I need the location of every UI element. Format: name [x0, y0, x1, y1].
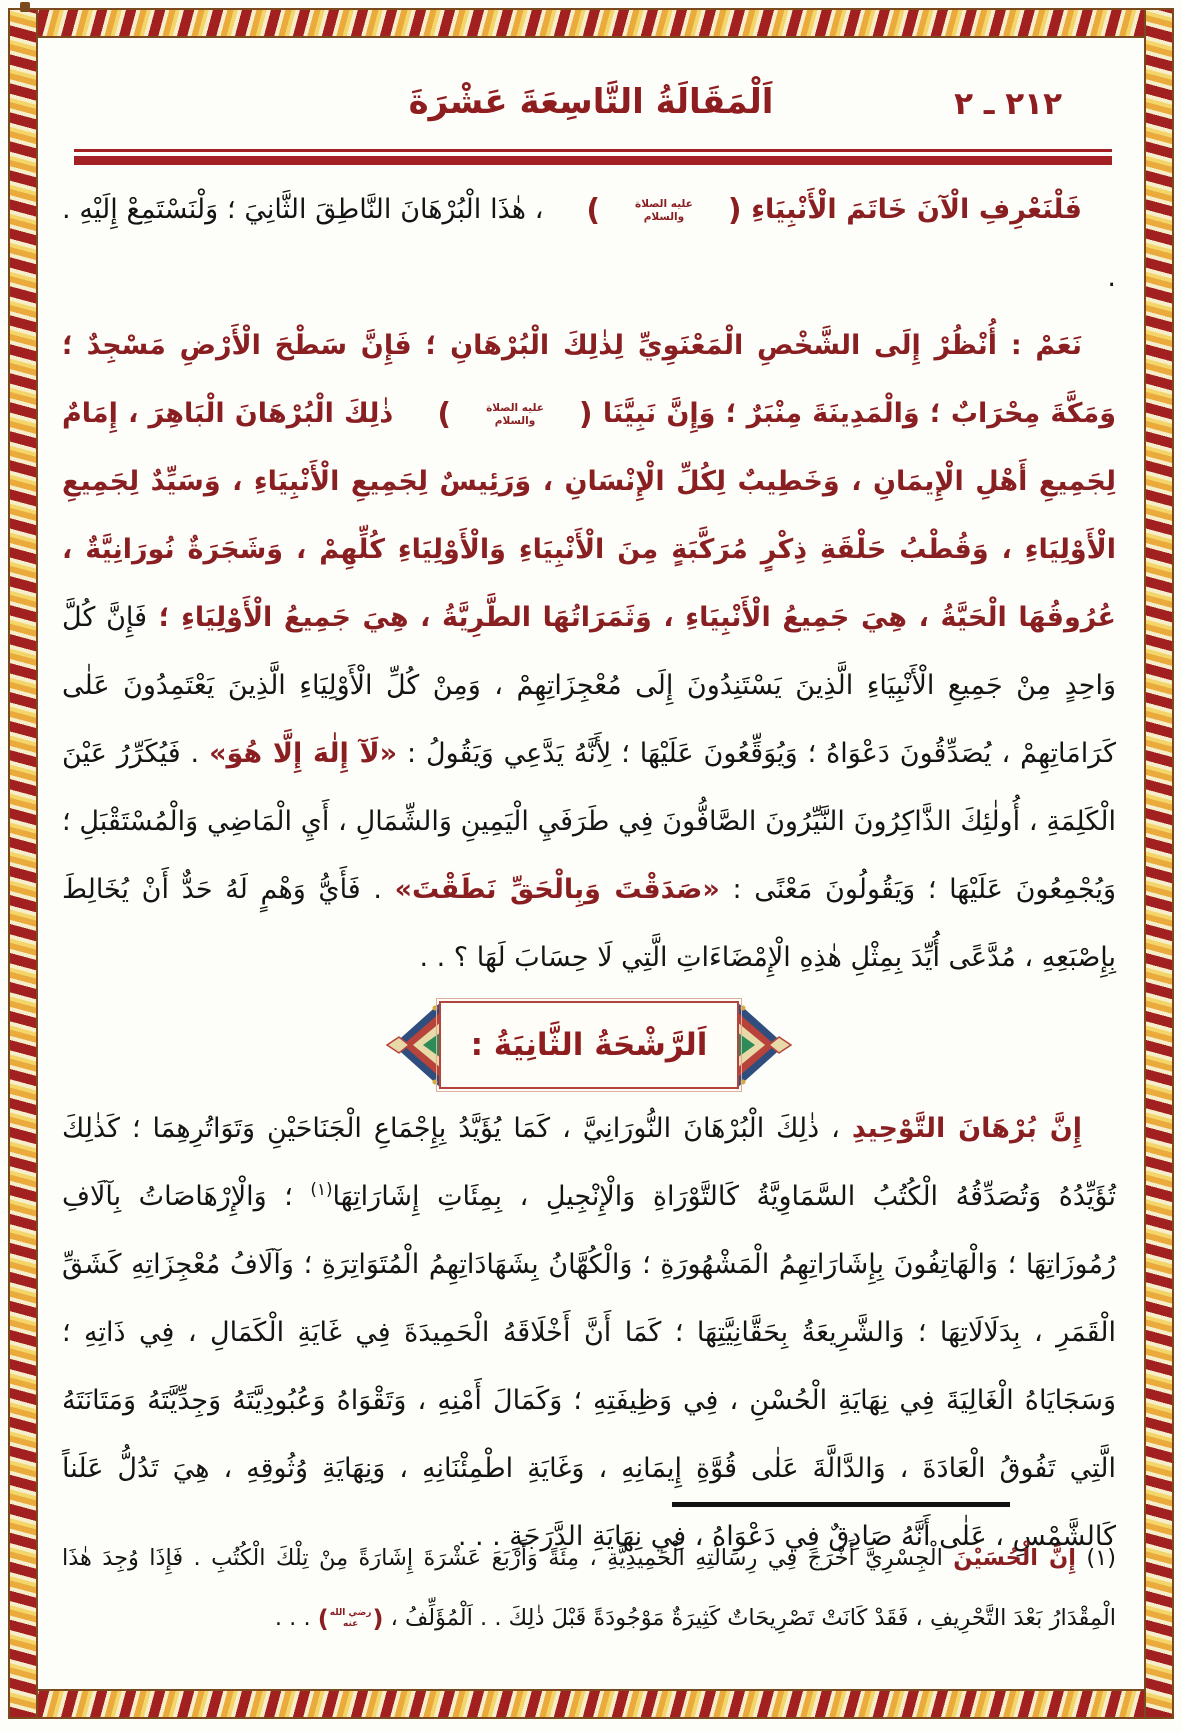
text-segment: فَإِنَّ كُلَّ وَاحِدٍ مِنْ جَمِيعِ الْأَنْبِيَاءِ الَّذِينَ يَسْتَنِدُونَ إِلَى مُعْجِزَاتِهِمْ ، وَمِنْ كُلِّ الْأَوْلِيَاءِ الَّذِينَ يَعْتَمِدُونَ عَلٰى كَرَامَاتِهِمْ ، يُصَدِّقُونَ دَعْوَاهُ ؛ وَيُوَقِّعُونَ عَلَيْهَا ؛ لِأَنَّهُ يَدَّعِي وَيَقُولُ :: [62, 602, 1116, 769]
body-text: [62, 176, 1116, 1571]
text-segment: الْجِسْرِيَّ أَخْرَجَ فِي رِسَالَتِهِ الْحَمِيدِيَّةِ ، مِئَةً وَأَرْبَعَ عَشْرَةَ إِشَارَةً مِنْ تِلْكَ الْكُتُبِ . فَإِذَا وُجِدَ هٰذَا الْمِقْدَارُ بَعْدَ التَّحْرِيفِ ، فَقَدْ كَانَتْ تَصْرِيحَاتٌ كَثِيرَةٌ مَوْجُودَةً قَبْلَ ذٰلِكَ . . اَلْمُؤَلِّفُ ،: [62, 1545, 1116, 1631]
honorific-seal: ( عليه الصلاة والسلام ): [586, 193, 742, 228]
text-segment: (١): [1075, 1545, 1116, 1571]
header-rule: [74, 149, 1112, 165]
border-chain-left: [8, 8, 38, 1719]
header-rule-thin: [74, 149, 1112, 152]
text-segment: ، ذٰلِكَ الْبُرْهَانَ النُّورَانِيَّ ، كَمَا يُؤَيَّدُ بِإِجْمَاعِ الْجَنَاحَيْنِ وَتَوَاتُرِهِمَا ؛ كَذٰلِكَ تُؤَيِّدُهُ وَتُصَدِّقُهُ الْكُتُبُ السَّمَاوِيَّةُ كَالتَّوْرَاةِ وَالْإِنْجِيلِ ، بِمِئَاتِ إِشَارَاتِهَا: [62, 1113, 1116, 1212]
paragraph-3: [62, 1095, 1116, 1571]
footnote: [62, 1528, 1116, 1648]
text-segment: . فَيُكَرِّرُ عَيْنَ الْكَلِمَةِ ، أُولٰئِكَ الذَّاكِرُونَ النَّيِّرُونَ الصَّافُّونَ فِي طَرَفَيِ الْيَمِينِ وَالشِّمَالِ ، أَيِ الْمَاضِي وَالْمُسْتَقْبَلِ ؛ وَيُجْمِعُونَ عَلَيْهَا ؛ وَيَقُولُونَ مَعْنًى :: [62, 738, 1116, 905]
text-segment: «صَدَقْتَ وَبِالْحَقِّ نَطَقْتَ»: [394, 874, 720, 905]
text-segment: إِنَّ بُرْهَانَ التَّوْحِيدِ: [851, 1113, 1083, 1144]
border-chain-top: [8, 8, 1174, 38]
text-segment: ؛ وَالْإِرْهَاصَاتُ بِآلَافِ رُمُوزَاتِهَا ؛ وَالْهَاتِفُونَ بِإِشَارَاتِهِمُ الْمَشْهُورَةِ ؛ وَالْكُهَّانُ بِشَهَادَاتِهِمُ الْمُتَوَاتِرَةِ ؛ وَآلَافُ مُعْجِزَاتِهِ كَشَقِّ الْقَمَرِ ، بِدَلَالَاتِهَا ؛ وَالشَّرِيعَةُ بِحَقَّانِيَّتِهَا ؛ كَمَا أَنَّ أَخْلَاقَهُ الْحَمِيدَةَ فِي غَايَةِ الْكَمَالِ ، فِي ذَاتِهِ ؛ وَسَجَايَاهُ الْغَالِيَةَ فِي نِهَايَةِ الْحُسْنِ ، فِي وَظِيفَتِهِ ؛ وَكَمَالَ أَمْنِهِ ، وَتَقْوَاهُ وَعُبُودِيَّتَهُ وَجِدِّيَّتَهُ وَمَتَانَتَهُ الَّتِي تَفُوقُ الْعَادَةَ ، وَالدَّالَّةَ عَلٰى قُوَّةِ إِيمَانِهِ ، وَغَايَةِ اطْمِئْنَانِهِ ، وَنِهَايَةِ وُثُوقِهِ ، هِيَ تَدُلُّ عَلَناً كَالشَّمْسِ ، عَلٰى أَنَّهُ صَادِقٌ فِي دَعْوَاهُ ، فِي نِهَايَةِ الدَّرَجَةِ . . .: [62, 1181, 1116, 1552]
section-heading-box: [439, 1001, 740, 1089]
text-segment: ذٰلِكَ الْبُرْهَانَ الْبَاهِرَ ، إِمَامٌ لِجَمِيعِ أَهْلِ الْإِيمَانِ ، وَخَطِيبٌ لِكُلِّ الْإِنْسَانِ ، وَرَئِيسٌ لِجَمِيعِ الْأَنْبِيَاءِ ، وَسَيِّدٌ لِجَمِيعِ الْأَوْلِيَاءِ ، وَقُطْبُ حَلْقَةِ ذِكْرٍ مُرَكَّبَةٍ مِنَ الْأَنْبِيَاءِ وَالْأَوْلِيَاءِ كُلِّهِمْ ، وَشَجَرَةٌ نُورَانِيَّةٌ ، عُرُوقُهَا الْحَيَّةُ ، هِيَ جَمِيعُ الْأَنْبِيَاءِ ، وَثَمَرَاتُهَا الطَّرِيَّةُ ، هِيَ جَمِيعُ الْأَوْلِيَاءِ ؛: [62, 398, 1116, 633]
footnote-marker: (١): [310, 1179, 333, 1199]
text-segment: إِنَّ الْحُسَيْنَ: [953, 1545, 1076, 1571]
text-segment: نَعَمْ : أُنْظُرْ إِلَى الشَّخْصِ الْمَعْنَوِيِّ لِذٰلِكَ الْبُرْهَانِ ؛ فَإِنَّ سَطْحَ الْأَرْضِ مَسْجِدٌ ؛ وَمَكَّةَ مِحْرَابٌ ؛ وَالْمَدِينَةَ مِنْبَرٌ ؛ وَإِنَّ نَبِيَّنَا: [62, 330, 1116, 429]
text-segment: فَلْنَعْرِفِ الْآنَ خَاتَمَ الْأَنْبِيَاءِ: [741, 194, 1082, 225]
page-title: اَلْمَقَالَةُ التَّاسِعَةَ عَشْرَةَ: [408, 82, 774, 122]
footnote-separator: [672, 1502, 1010, 1507]
section-medallion: [383, 1001, 796, 1089]
border-chain-right: [1144, 8, 1174, 1719]
section-heading: اَلرَّشْحَةُ الثَّانِيَةُ :: [470, 1027, 708, 1063]
border-corner-finial: [20, 2, 30, 12]
text-segment: ، هٰذَا الْبُرْهَانَ النَّاطِقَ الثَّانِيَ ؛ وَلْنَسْتَمِعْ إِلَيْهِ . .: [62, 194, 1116, 293]
medallion-flourish-right-icon: [737, 1002, 795, 1088]
text-segment: «لَآ إِلٰهَ إِلَّا هُوَ»: [209, 738, 398, 769]
text-segment: . . .: [274, 1605, 318, 1631]
paragraph-1: [62, 176, 1116, 312]
header-rule-thick: [74, 156, 1112, 165]
medallion-flourish-left-icon: [383, 1002, 441, 1088]
honorific-seal: ( رضي الله عنه ): [317, 1604, 384, 1633]
paragraph-2: [62, 312, 1116, 992]
border-chain-bottom: [8, 1689, 1174, 1719]
text-segment: . فَأَيُّ وَهْمٍ لَهُ حَدٌّ أَنْ يُخَالِطَ بِإِصْبَعِهِ ، مُدَّعًى أُيِّدَ بِمِثْلِ هٰذِهِ الْإِمْضَاءَاتِ الَّتِي لَا حِسَابَ لَهَا ؟ . .: [62, 874, 1116, 973]
page-number: ٢١٢ ـ ٢: [954, 86, 1062, 122]
honorific-seal: ( عليه الصلاة والسلام ): [437, 397, 593, 432]
